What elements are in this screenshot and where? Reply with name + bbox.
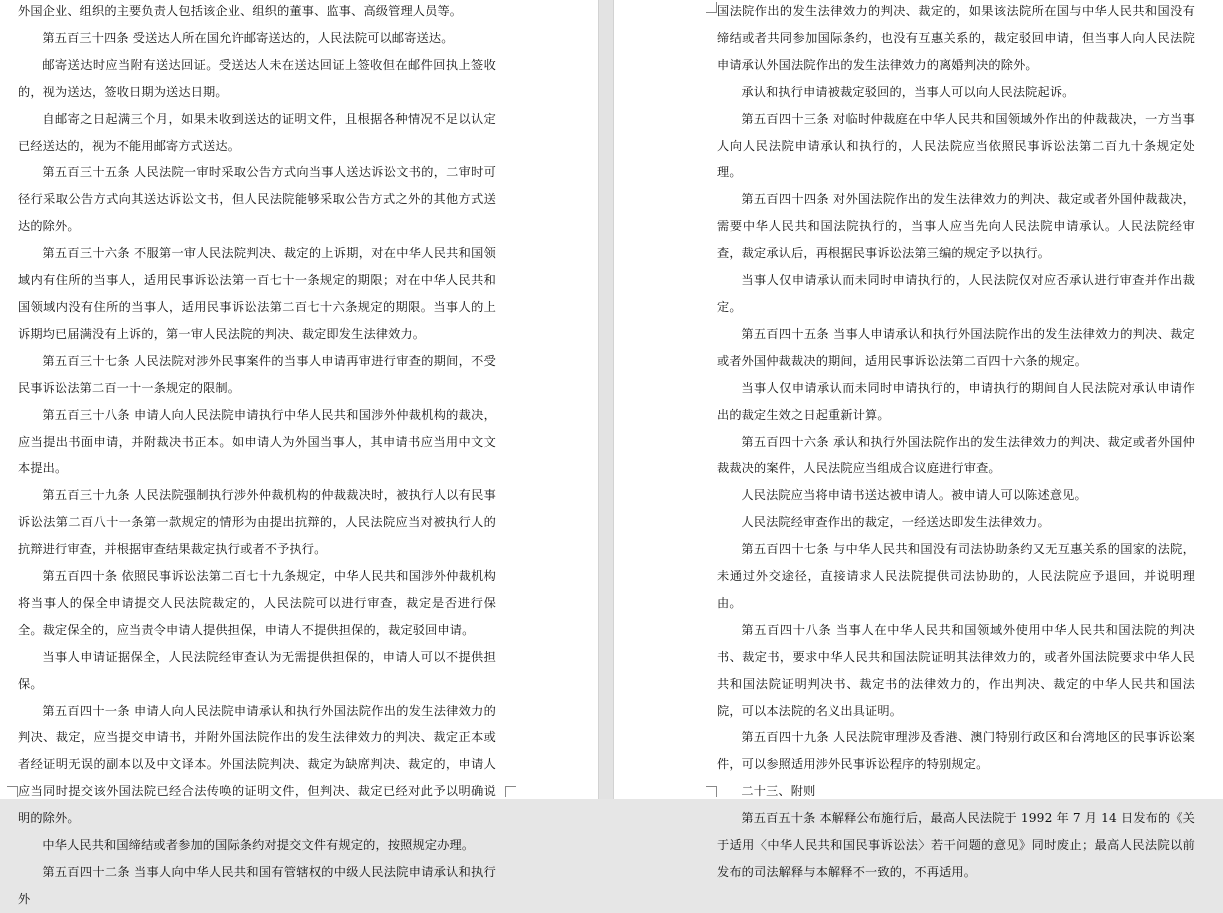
paragraph: 当事人仅申请承认而未同时申请执行的，申请执行的期间自人民法院对承认申请作出的裁定生效之日起重新计算。 [717, 380, 1195, 422]
paragraph: 外国企业、组织的主要负责人包括该企业、组织的董事、监事、高级管理人员等。 [18, 4, 463, 18]
paragraph: 第五百三十五条 人民法院一审时采取公告方式向当事人送达诉讼文书的，二审时可径行采取公告方式向其送达诉讼文书，但人民法院能够采取公告方式之外的其他方式送达的除外。 [18, 165, 496, 234]
paragraph: 第五百四十八条 当事人在中华人民共和国领域外使用中华人民共和国法院的判决书、裁定书，要求中华人民共和国法院证明其法律效力的，或者外国法院要求中华人民共和国法院证明判决书、裁定书的法律效力的，作出判决、裁定的中华人民共和国法院，可以本法院的名义出具证明。 [717, 622, 1195, 718]
paragraph: 第五百五十条 本解释公布施行后，最高人民法院于 1992 年 7 月 14 日发布的《关于适用〈中华人民共和国民事诉讼法〉若干问题的意见》同时废止；最高人民法院以前发布的司法解释与本解释不一致的，不再适用。 [717, 811, 1196, 879]
document-page-right [614, 0, 1223, 879]
paragraph: 第五百三十八条 申请人向人民法院申请执行中华人民共和国涉外仲裁机构的裁决，应当提出书面申请，并附裁决书正本。如申请人为外国当事人，其申请书应当用中文文本提出。 [18, 407, 496, 476]
page-gutter [598, 0, 614, 799]
page-left-text [18, 0, 496, 913]
paragraph: 第五百三十九条 人民法院强制执行涉外仲裁机构的仲裁裁决时，被执行人以有民事诉讼法第二百八十一条第一款规定的情形为由提出抗辩的，人民法院应当对被执行人的抗辩进行审查，并根据审查结果裁定执行或者不予执行。 [18, 488, 496, 557]
paragraph: 承认和执行申请被裁定驳回的，当事人可以向人民法院起诉。 [741, 84, 1075, 99]
paragraph: 第五百四十六条 承认和执行外国法院作出的发生法律效力的判决、裁定或者外国仲裁裁决的案件，人民法院应当组成合议庭进行审查。 [717, 434, 1195, 476]
paragraph: 第五百四十五条 当事人申请承认和执行外国法院作出的发生法律效力的判决、裁定或者外国仲裁裁决的期间，适用民事诉讼法第二百四十六条的规定。 [717, 326, 1195, 368]
paragraph: 第五百四十七条 与中华人民共和国没有司法协助条约又无互惠关系的国家的法院，未通过外交途径，直接请求人民法院提供司法协助的，人民法院应予退回，并说明理由。 [717, 542, 1195, 610]
paragraph: 当事人仅申请承认而未同时申请执行的，人民法院仅对应否承认进行审查并作出裁定。 [717, 273, 1195, 314]
paragraph: 邮寄送达时应当附有送达回证。受送达人未在送达回证上签收但在邮件回执上签收的，视为送达，签收日期为送达日期。 [18, 57, 496, 99]
paragraph: 人民法院经审查作出的裁定，一经送达即发生法律效力。 [741, 515, 1050, 530]
page-right-text [717, 0, 1195, 886]
paragraph: 人民法院应当将申请书送达被申请人。被申请人可以陈述意见。 [741, 488, 1087, 503]
paragraph: 第五百四十条 依照民事诉讼法第二百七十九条规定，中华人民共和国涉外仲裁机构将当事人的保全申请提交人民法院裁定的，人民法院可以进行审查，裁定是否进行保全。裁定保全的，应当责令申请人提供担保，申请人不提供担保的，裁定驳回申请。 [18, 569, 496, 637]
paragraph: 第五百四十二条 当事人向中华人民共和国有管辖权的中级人民法院申请承认和执行外 [18, 865, 496, 906]
paragraph: 国法院作出的发生法律效力的判决、裁定的，如果该法院所在国与中华人民共和国没有缔结或者共同参加国际条约，也没有互惠关系的，裁定驳回申请，但当事人向人民法院申请承认外国法院作出的发生法律效力的离婚判决的除外。 [717, 4, 1195, 72]
document-page-left [0, 0, 598, 906]
paragraph: 当事人申请证据保全，人民法院经审查认为无需提供担保的，申请人可以不提供担保。 [18, 649, 496, 691]
paragraph: 第五百四十三条 对临时仲裁庭在中华人民共和国领域外作出的仲裁裁决，一方当事人向人民法院申请承认和执行的，人民法院应当依照民事诉讼法第二百九十条规定处理。 [717, 111, 1195, 180]
paragraph: 自邮寄之日起满三个月，如果未收到送达的证明文件，且根据各种情况不足以认定已经送达的，视为不能用邮寄方式送达。 [18, 111, 496, 153]
page-corner-mark [706, 786, 717, 797]
paragraph: 第五百三十六条 不服第一审人民法院判决、裁定的上诉期，对在中华人民共和国领域内有住所的当事人，适用民事诉讼法第一百七十一条规定的期限；对在中华人民共和国领域内没有住所的当事人，适用民事诉讼法第二百七十六条规定的期限。当事人的上诉期均已届满没有上诉的，第一审人民法院的判决、裁定即发生法律效力。 [18, 246, 496, 341]
paragraph: 第五百四十一条 申请人向人民法院申请承认和执行外国法院作出的发生法律效力的判决、裁定，应当提交申请书，并附外国法院作出的发生法律效力的判决、裁定正本或者经证明无误的副本以及中文译本。外国法院判决、裁定为缺席判决、裁定的，申请人应当同时提交该外国法院已经合法传唤的证明文件，但判决、裁定已经对此予以明确说明的除外。 [18, 703, 496, 826]
paragraph: 二十三、附则 [741, 784, 816, 799]
paragraph: 中华人民共和国缔结或者参加的国际条约对提交文件有规定的，按照规定办理。 [42, 838, 475, 853]
paragraph: 第五百四十九条 人民法院审理涉及香港、澳门特别行政区和台湾地区的民事诉讼案件，可以参照适用涉外民事诉讼程序的特别规定。 [717, 730, 1195, 772]
paragraph: 第五百三十七条 人民法院对涉外民事案件的当事人申请再审进行审查的期间，不受民事诉讼法第二百一十一条规定的限制。 [18, 353, 496, 395]
page-corner-mark [505, 786, 516, 797]
page-corner-mark [706, 2, 717, 13]
paragraph: 第五百四十四条 对外国法院作出的发生法律效力的判决、裁定或者外国仲裁裁决，需要中华人民共和国法院执行的，当事人应当先向人民法院申请承认。人民法院经审查，裁定承认后，再根据民事诉讼法第三编的规定予以执行。 [717, 192, 1195, 261]
paragraph: 第五百三十四条 受送达人所在国允许邮寄送达的，人民法院可以邮寄送达。 [42, 30, 454, 45]
page-corner-mark [7, 786, 18, 797]
